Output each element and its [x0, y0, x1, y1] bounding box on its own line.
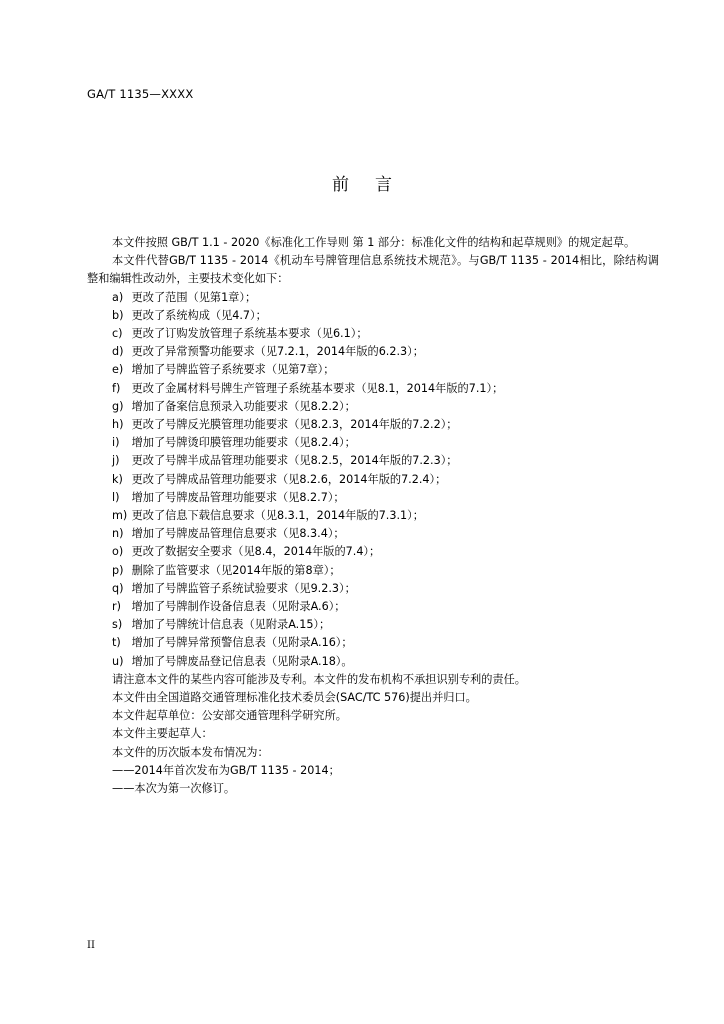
list-item: [87, 616, 659, 634]
list-item: [87, 343, 659, 361]
list-item: [87, 471, 659, 489]
list-item-text: 更改了数据安全要求（见8.4，2014年版的7.4）；: [131, 545, 381, 559]
list-item-text: 增加了号牌废品登记信息表（见附录A.18）。: [131, 654, 353, 668]
list-item: [87, 361, 659, 379]
page-title: 前言: [332, 175, 418, 195]
list-item-letter: d): [112, 345, 124, 359]
list-item-text: 增加了号牌废品管理功能要求（见8.2.7）；: [131, 490, 345, 504]
list-item-text: 增加了备案信息预录入功能要求（见8.2.2）；: [131, 399, 356, 413]
list-item-letter: u): [112, 654, 124, 668]
list-item-text: 更改了订购发放管理子系统基本要求（见6.1）；: [131, 327, 368, 341]
list-item: [87, 289, 659, 307]
list-item-letter: g): [112, 399, 124, 413]
list-item-letter: h): [112, 418, 124, 432]
list-item-text: 更改了号牌半成品管理功能要求（见8.2.5，2014年版的7.2.3）；: [131, 454, 458, 468]
list-item: [87, 580, 659, 598]
list-item: [87, 653, 659, 671]
list-item: [87, 634, 659, 652]
list-item-letter: q): [112, 581, 124, 595]
changes-list: [87, 289, 659, 671]
list-item-text: 增加了号牌制作设备信息表（见附录A.6）；: [131, 600, 346, 614]
list-item-text: 更改了号牌成品管理功能要求（见8.2.6，2014年版的7.2.4）；: [131, 472, 447, 486]
proposer-line: 本文件由全国道路交通管理标准化技术委员会(SAC/TC 576)提出并归口。: [112, 691, 477, 705]
list-item-text: 更改了系统构成（见4.7）；: [131, 308, 267, 322]
list-item-letter: l): [112, 490, 120, 504]
list-item-text: 删除了监管要求（见2014年版的第8章）；: [131, 563, 341, 577]
list-item-letter: j): [112, 454, 120, 468]
replacement-paragraph: 本文件代替GB/T 1135 - 2014《机动车号牌管理信息系统技术规范》。与GB/T 1135 - 2014相比，除结构调整和编辑性改动外，主要技术变化如下：: [87, 254, 659, 286]
list-item-letter: n): [112, 527, 124, 541]
list-item: [87, 416, 659, 434]
list-item-letter: a): [112, 290, 124, 304]
list-item-letter: c): [112, 327, 123, 341]
list-item-text: 增加了号牌烫印膜管理功能要求（见8.2.4）；: [131, 436, 356, 450]
list-item-text: 更改了异常预警功能要求（见7.2.1，2014年版的6.2.3）；: [131, 345, 424, 359]
list-item: [87, 434, 659, 452]
list-item-letter: b): [112, 308, 124, 322]
version-history-item: ——2014年首次发布为GB/T 1135 - 2014；: [112, 763, 340, 777]
list-item: [87, 489, 659, 507]
drafting-unit-line: 本文件起草单位：公安部交通管理科学研究所。: [112, 709, 347, 723]
list-item-letter: r): [112, 600, 121, 614]
list-item-letter: t): [112, 636, 121, 650]
list-item-letter: m): [112, 509, 128, 523]
list-item-letter: k): [112, 472, 123, 486]
list-item: [87, 307, 659, 325]
document-code-header: GA/T 1135—XXXX: [87, 87, 194, 101]
page-number: II: [87, 940, 95, 951]
intro-paragraph: 本文件按照 GB/T 1.1 - 2020《标准化工作导则 第 1 部分：标准化文件的结构和起草规则》的规定起草。: [112, 236, 636, 249]
version-history-item: ——本次为第一次修订。: [112, 782, 236, 796]
list-item: [87, 380, 659, 398]
list-item-text: 增加了号牌废品管理信息要求（见8.3.4）；: [131, 527, 345, 541]
list-item-letter: f): [112, 381, 121, 395]
list-item: [87, 525, 659, 543]
list-item-text: 增加了号牌监管子系统试验要求（见9.2.3）；: [131, 581, 356, 595]
list-item-text: 更改了金属材料号牌生产管理子系统基本要求（见8.1，2014年版的7.1）；: [131, 381, 504, 395]
list-item-letter: o): [112, 545, 124, 559]
list-item: [87, 398, 659, 416]
list-item-text: 更改了信息下载信息要求（见8.3.1，2014年版的7.3.1）；: [131, 509, 424, 523]
list-item-text: 增加了号牌异常预警信息表（见附录A.16）；: [131, 636, 353, 650]
list-item-letter: e): [112, 363, 124, 377]
list-item: [87, 543, 659, 561]
list-item-letter: p): [112, 563, 124, 577]
list-item: [87, 325, 659, 343]
list-item: [87, 452, 659, 470]
list-item: [87, 562, 659, 580]
version-history-heading: 本文件的历次版本发布情况为：: [112, 745, 269, 759]
drafters-line: 本文件主要起草人：: [112, 727, 213, 741]
list-item-text: 增加了号牌监管子系统要求（见第7章）；: [131, 363, 335, 377]
document-body: [87, 234, 659, 798]
list-item-text: 更改了号牌反光膜管理功能要求（见8.2.3，2014年版的7.2.2）；: [131, 418, 458, 432]
list-item-text: 更改了范围（见第1章）；: [131, 290, 257, 304]
list-item-letter: i): [112, 436, 120, 450]
list-item: [87, 507, 659, 525]
patent-notice: 请注意本文件的某些内容可能涉及专利。本文件的发布机构不承担识别专利的责任。: [112, 672, 526, 686]
list-item-text: 增加了号牌统计信息表（见附录A.15）；: [131, 618, 331, 632]
list-item-letter: s): [112, 618, 123, 632]
list-item: [87, 598, 659, 616]
